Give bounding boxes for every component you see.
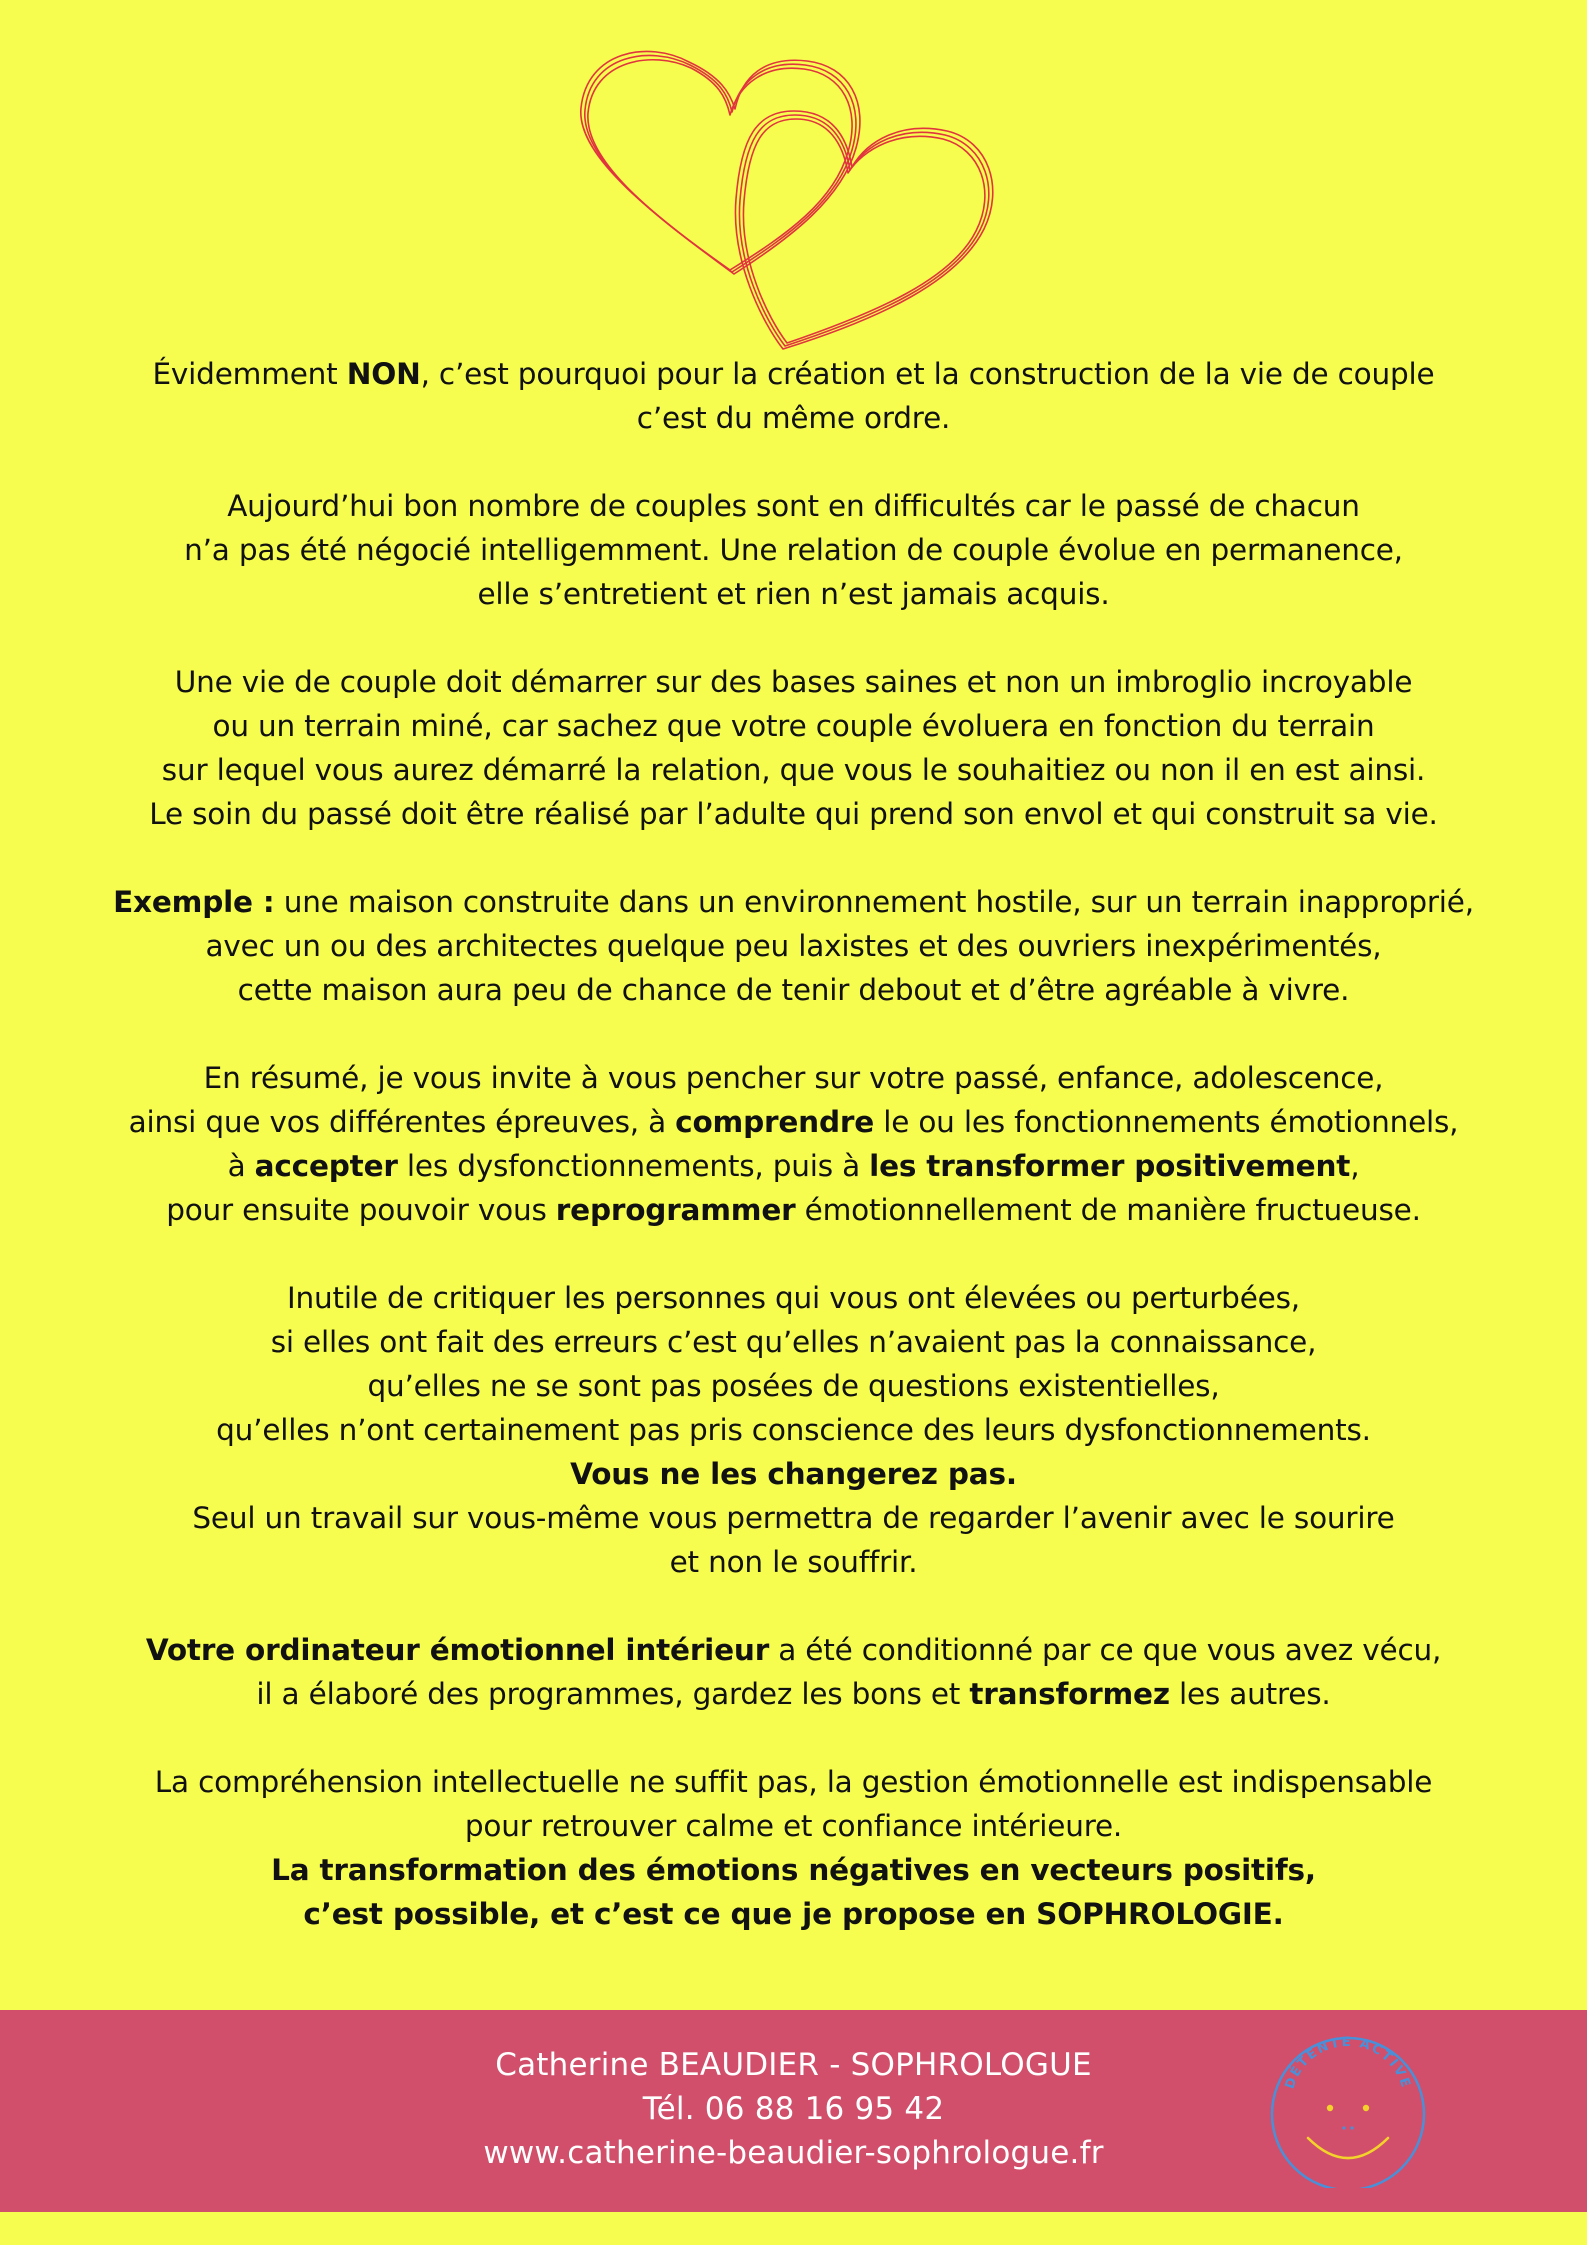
text-span: c’est du même ordre. [636,401,951,435]
text-line [60,1364,1527,1408]
text-span: une maison construite dans un environnement hostile, sur un terrain inapproprié, [274,885,1474,919]
contact-website: www.catherine-beaudier-sophrologue.fr [483,2135,1104,2171]
text-line [60,484,1527,528]
text-span: Aujourd’hui bon nombre de couples sont en difficultés car le passé de chacun [227,489,1360,523]
text-span: Une vie de couple doit démarrer sur des bases saines et non un imbroglio incroyable [174,665,1413,699]
text-line [60,1320,1527,1364]
text-line [60,880,1527,924]
text-line [60,1056,1527,1100]
bold-text: Exemple : [113,885,275,919]
text-line [60,1628,1527,1672]
text-span: La compréhension intellectuelle ne suffit pas, la gestion émotionnelle est indispensable [154,1765,1433,1799]
text-span: En résumé, je vous invite à vous pencher sur votre passé, enfance, adolescence, [203,1061,1384,1095]
text-span: n’a pas été négocié intelligemment. Une relation de couple évolue en permanence, [184,533,1403,567]
text-span: émotionnellement de manière fructueuse. [795,1193,1421,1227]
text-line [60,1848,1527,1892]
text-span: Évidemment [152,357,347,391]
text-line [60,1408,1527,1452]
text-span: les autres. [1169,1677,1331,1711]
bold-text: accepter [254,1149,398,1183]
text-line [60,704,1527,748]
text-span: elle s’entretient et rien n’est jamais acquis. [477,577,1110,611]
text-line [60,1540,1527,1584]
text-line [60,748,1527,792]
svg-text:DÉTENTE ACTIVE [1283,2035,1414,2091]
text-span: ainsi que vos différentes épreuves, à [128,1105,676,1139]
contact-phone: Tél. 06 88 16 95 42 [642,2091,945,2127]
text-line [60,396,1527,440]
text-span: cette maison aura peu de chance de tenir debout et d’être agréable à vivre. [237,973,1350,1007]
paragraph [60,1276,1527,1584]
logo-text: DÉTENTE ACTIVE [1282,2034,1414,2091]
text-span: le ou les fonctionnements émotionnels, [874,1105,1459,1139]
text-span: ou un terrain miné, car sachez que votre couple évoluera en fonction du terrain [212,709,1375,743]
text-line [60,352,1527,396]
contact-name: Catherine BEAUDIER - SOPHROLOGUE [495,2047,1092,2083]
paragraph [60,880,1527,1012]
text-span: avec un ou des architectes quelque peu laxistes et des ouvriers inexpérimentés, [205,929,1382,963]
text-span: qu’elles n’ont certainement pas pris conscience des leurs dysfonctionnements. [216,1413,1371,1447]
text-span: les dysfonctionnements, puis à [397,1149,870,1183]
bold-text: transformez [969,1677,1170,1711]
paragraph [60,1056,1527,1232]
text-line [60,1496,1527,1540]
text-span: à [227,1149,255,1183]
text-span: a été conditionné par ce que vous avez vécu, [769,1633,1442,1667]
paragraph [60,1760,1527,1936]
bold-text: Vous ne les changerez pas. [570,1457,1017,1491]
text-span: pour retrouver calme et confiance intérieure. [464,1809,1123,1843]
text-span: Le soin du passé doit être réalisé par l’adulte qui prend son envol et qui construit sa vie. [149,797,1438,831]
text-line [60,1760,1527,1804]
text-line [60,1100,1527,1144]
paragraph [60,660,1527,836]
text-line [60,528,1527,572]
text-span: qu’elles ne se sont pas posées de questions existentielles, [367,1369,1220,1403]
text-line [60,792,1527,836]
text-span: pour ensuite pouvoir vous [166,1193,556,1227]
bold-text: comprendre [675,1105,875,1139]
main-text [60,352,1527,1936]
bold-text: reprogrammer [555,1193,796,1227]
text-span: Seul un travail sur vous-même vous permettra de regarder l’avenir avec le sourire [192,1501,1395,1535]
bold-text: c’est possible, et c’est ce que je propose en SOPHROLOGIE. [303,1897,1284,1931]
bold-text: NON [346,357,421,391]
paragraph [60,352,1527,440]
text-span: , [1350,1149,1360,1183]
text-line [60,1804,1527,1848]
text-line [60,660,1527,704]
text-span: et non le souffrir. [669,1545,918,1579]
text-line [60,1892,1527,1936]
text-span: sur lequel vous aurez démarré la relation, que vous le souhaitiez ou non il en est ainsi. [161,753,1426,787]
text-line [60,1452,1527,1496]
bold-text: Votre ordinateur émotionnel intérieur [145,1633,770,1667]
text-span: , c’est pourquoi pour la création et la construction de la vie de couple [420,357,1435,391]
text-line [60,968,1527,1012]
two-hearts-icon [560,20,1020,360]
text-line [60,1672,1527,1716]
text-span: Inutile de critiquer les personnes qui vous ont élevées ou perturbées, [287,1281,1300,1315]
text-line [60,924,1527,968]
text-line [60,572,1527,616]
paragraph [60,1628,1527,1716]
text-span: si elles ont fait des erreurs c’est qu’elles n’avaient pas la connaissance, [270,1325,1317,1359]
text-span: il a élaboré des programmes, gardez les bons et [256,1677,970,1711]
smiley-face-icon [1262,2016,1434,2188]
bold-text: La transformation des émotions négatives en vecteurs positifs, [271,1853,1316,1887]
bold-text: les transformer positivement [869,1149,1351,1183]
text-line [60,1188,1527,1232]
text-line [60,1144,1527,1188]
paragraph [60,484,1527,616]
text-line [60,1276,1527,1320]
